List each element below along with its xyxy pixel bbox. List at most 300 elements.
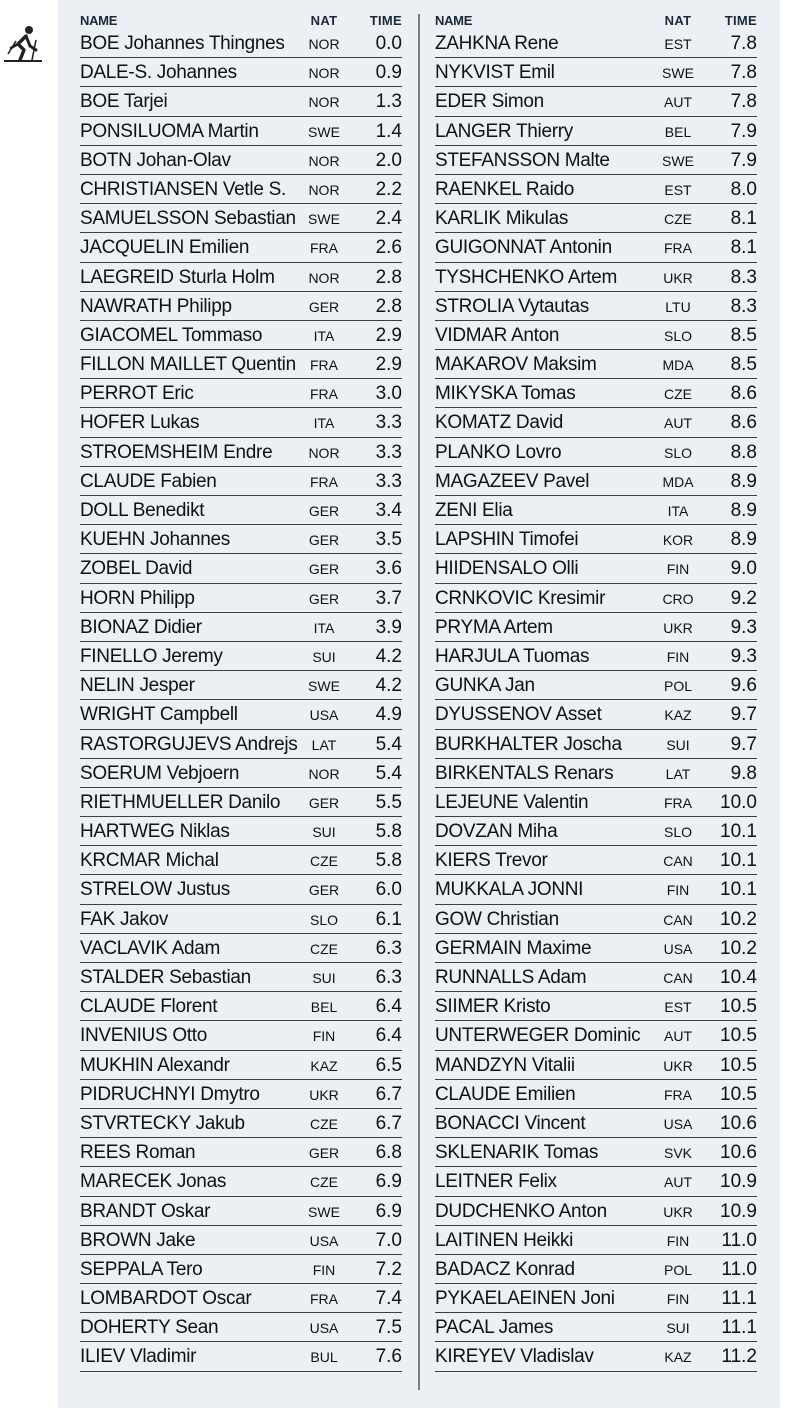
table-row [80, 1021, 402, 1050]
table-row [80, 1197, 402, 1226]
table-row [435, 29, 757, 58]
athlete-nation: NOR [308, 65, 340, 82]
athlete-name: DALE-S. Johannes [80, 62, 237, 84]
table-row [435, 1255, 757, 1284]
athlete-nation: MDA [662, 473, 694, 490]
table-row [80, 1080, 402, 1109]
time-behind: 8.1 [730, 208, 757, 230]
time-behind: 2.9 [375, 324, 402, 346]
time-behind: 6.4 [375, 996, 402, 1018]
time-behind: 10.5 [720, 1054, 757, 1076]
athlete-name: STVRTECKY Jakub [80, 1112, 245, 1134]
athlete-nation: KAZ [310, 1057, 338, 1074]
time-behind: 7.8 [730, 91, 757, 113]
athlete-name: STRELOW Justus [80, 879, 230, 901]
table-header [435, 12, 757, 29]
time-behind: 7.8 [730, 62, 757, 84]
athlete-name: DOHERTY Sean [80, 1317, 219, 1339]
athlete-name: MARECEK Jonas [80, 1171, 227, 1193]
time-behind: 2.6 [375, 237, 402, 259]
time-behind: 6.7 [375, 1112, 402, 1134]
athlete-name: CHRISTIANSEN Vetle S. [80, 178, 286, 200]
athlete-name: VACLAVIK Adam [80, 937, 221, 959]
athlete-name: PRYMA Artem [435, 616, 553, 638]
table-row [80, 438, 402, 467]
athlete-nation: GER [308, 532, 340, 549]
time-behind: 3.3 [375, 441, 402, 463]
table-row [435, 321, 757, 350]
table-row [80, 963, 402, 992]
time-behind: 7.9 [730, 149, 757, 171]
table-row [435, 263, 757, 292]
table-row [435, 350, 757, 379]
table-row [435, 438, 757, 467]
table-row [80, 584, 402, 613]
athlete-nation: UKR [663, 1203, 693, 1220]
athlete-name: SAMUELSSON Sebastian [80, 208, 296, 230]
header-name: NAME [435, 13, 473, 28]
time-behind: 8.1 [730, 237, 757, 259]
athlete-name: STALDER Sebastian [80, 967, 251, 988]
athlete-nation: CAN [663, 853, 693, 870]
table-row [435, 1109, 757, 1138]
table-row [80, 146, 402, 175]
athlete-nation: USA [663, 1115, 693, 1132]
athlete-nation: NOR [308, 765, 340, 782]
table-row [80, 525, 402, 554]
athlete-nation: USA [309, 1232, 339, 1249]
athlete-name: MAGAZEEV Pavel [435, 470, 590, 492]
table-row [435, 875, 757, 904]
table-row [435, 934, 757, 963]
athlete-name: UNTERWEGER Dominic [435, 1025, 641, 1047]
athlete-nation: KOR [662, 532, 694, 549]
time-behind: 10.5 [720, 1083, 757, 1105]
athlete-name: MIKYSKA Tomas [435, 383, 576, 405]
table-row [435, 292, 757, 321]
athlete-name: HORN Philipp [80, 587, 195, 609]
athlete-nation: CZE [310, 940, 338, 957]
table-row [80, 350, 402, 379]
time-behind: 8.5 [730, 354, 757, 376]
time-behind: 7.4 [375, 1288, 402, 1310]
table-row [80, 263, 402, 292]
athlete-nation: LAT [665, 765, 691, 782]
athlete-nation: ITA [313, 619, 335, 636]
athlete-nation: KAZ [664, 707, 692, 724]
athlete-nation: ITA [313, 415, 335, 432]
time-behind: 2.0 [375, 149, 402, 171]
time-behind: 10.9 [720, 1200, 757, 1222]
athlete-name: GUNKA Jan [435, 675, 535, 697]
athlete-name: PACAL James [435, 1317, 554, 1339]
athlete-nation: FIN [666, 882, 690, 899]
table-row [435, 379, 757, 408]
table-row [80, 379, 402, 408]
athlete-nation: SUI [666, 1320, 690, 1337]
table-row [80, 1342, 402, 1371]
header-time: TIME [724, 13, 757, 28]
table-row [80, 292, 402, 321]
athlete-nation: AUT [664, 415, 692, 432]
time-behind: 1.4 [375, 120, 402, 142]
table-row [435, 613, 757, 642]
table-row [80, 1051, 402, 1080]
athlete-name: BOE Tarjei [80, 91, 168, 113]
athlete-name: LOMBARDOT Oscar [80, 1288, 252, 1310]
athlete-name: JACQUELIN Emilien [80, 237, 250, 259]
athlete-name: HOFER Lukas [80, 412, 200, 434]
athlete-name: HARTWEG Niklas [80, 821, 230, 843]
table-row [80, 117, 402, 146]
time-behind: 2.9 [375, 354, 402, 376]
athlete-nation: SUI [312, 648, 336, 665]
time-behind: 10.5 [720, 1025, 757, 1047]
time-behind: 10.2 [720, 908, 757, 930]
athlete-nation: SUI [666, 736, 690, 753]
table-row [435, 1197, 757, 1226]
table-row [80, 875, 402, 904]
athlete-nation: FRA [664, 1086, 692, 1103]
athlete-name: REES Roman [80, 1142, 196, 1164]
time-behind: 7.6 [375, 1346, 402, 1368]
athlete-name: KARLIK Mikulas [435, 208, 569, 230]
table-row [435, 467, 757, 496]
athlete-nation: UKR [309, 1086, 339, 1103]
table-row [80, 467, 402, 496]
athlete-nation: USA [663, 940, 693, 957]
athlete-name: NAWRATH Philipp [80, 295, 232, 317]
athlete-name: KRCMAR Michal [80, 850, 219, 872]
athlete-nation: UKR [663, 269, 693, 286]
athlete-name: BOTN Johan-Olav [80, 149, 231, 171]
athlete-nation: POL [663, 678, 692, 695]
table-row [80, 1284, 402, 1313]
athlete-name: GOW Christian [435, 908, 559, 930]
athlete-nation: LAT [311, 736, 337, 753]
table-row [435, 554, 757, 583]
table-header [80, 12, 402, 29]
athlete-nation: FRA [310, 473, 338, 490]
time-behind: 3.4 [375, 500, 402, 521]
table-row [435, 1080, 757, 1109]
time-behind: 6.5 [375, 1054, 402, 1076]
athlete-nation: NOR [308, 94, 340, 111]
athlete-name: BROWN Jake [80, 1229, 196, 1251]
table-row [435, 584, 757, 613]
athlete-name: BRANDT Oskar [80, 1200, 211, 1222]
time-behind: 11.2 [721, 1346, 757, 1368]
athlete-name: LAITINEN Heikki [435, 1229, 574, 1251]
athlete-nation: UKR [663, 619, 693, 636]
athlete-name: BADACZ Konrad [435, 1258, 575, 1280]
athlete-name: SIIMER Kristo [435, 996, 551, 1018]
athlete-name: BURKHALTER Joscha [435, 733, 622, 755]
table-row [435, 730, 757, 759]
athlete-nation: EST [664, 999, 692, 1016]
time-behind: 5.4 [375, 733, 402, 755]
time-behind: 8.9 [730, 470, 757, 492]
athlete-nation: EST [664, 181, 692, 198]
athlete-name: ILIEV Vladimir [80, 1346, 197, 1368]
athlete-name: LAPSHIN Timofei [435, 529, 579, 551]
table-row [435, 1138, 757, 1167]
table-row [435, 1021, 757, 1050]
table-row [435, 1226, 757, 1255]
athlete-nation: FRA [310, 357, 338, 374]
athlete-nation: AUT [664, 94, 692, 111]
time-behind: 9.7 [730, 704, 757, 726]
time-behind: 10.1 [720, 821, 757, 843]
time-behind: 9.6 [730, 675, 757, 697]
athlete-name: CLAUDE Florent [80, 996, 218, 1018]
table-row [435, 817, 757, 846]
athlete-nation: BUL [310, 1349, 338, 1366]
time-behind: 10.9 [720, 1171, 757, 1193]
table-row [435, 1342, 757, 1371]
time-behind: 6.4 [375, 1025, 402, 1047]
table-row [80, 1226, 402, 1255]
table-row [80, 846, 402, 875]
time-behind: 9.8 [730, 762, 757, 784]
time-behind: 6.7 [375, 1083, 402, 1105]
time-behind: 10.4 [720, 967, 757, 988]
athlete-name: WRIGHT Campbell [80, 704, 238, 726]
athlete-nation: FRA [310, 240, 338, 257]
athlete-name: RUNNALLS Adam [435, 967, 587, 988]
athlete-nation: FIN [666, 648, 690, 665]
time-behind: 10.6 [720, 1112, 757, 1134]
table-row [435, 1313, 757, 1342]
time-behind: 8.9 [730, 500, 757, 521]
athlete-nation: FRA [664, 240, 692, 257]
athlete-name: STEFANSSON Malte [435, 149, 610, 171]
table-row [80, 496, 402, 525]
athlete-name: MUKHIN Alexandr [80, 1054, 230, 1076]
time-behind: 8.3 [730, 266, 757, 288]
athlete-name: EDER Simon [435, 91, 544, 113]
athlete-name: HIIDENSALO Olli [435, 558, 579, 580]
athlete-nation: NOR [308, 36, 340, 52]
table-row [80, 29, 402, 58]
athlete-nation: SLO [663, 327, 692, 344]
time-behind: 9.3 [730, 645, 757, 667]
table-row [435, 204, 757, 233]
time-behind: 11.1 [721, 1317, 757, 1339]
time-behind: 9.3 [730, 616, 757, 638]
table-row [80, 992, 402, 1021]
athlete-name: ZENI Elia [435, 500, 513, 521]
athlete-nation: GER [308, 298, 340, 315]
athlete-nation: NOR [308, 444, 340, 461]
document-icon[interactable] [4, 0, 30, 10]
athlete-nation: SWE [662, 152, 694, 169]
time-behind: 9.2 [730, 587, 757, 609]
athlete-nation: SLO [663, 444, 692, 461]
athlete-nation: SWE [308, 123, 340, 140]
time-behind: 6.3 [375, 937, 402, 959]
table-row [80, 554, 402, 583]
table-row [435, 496, 757, 525]
athlete-name: DOLL Benedikt [80, 500, 205, 521]
athlete-name: GUIGONNAT Antonin [435, 237, 612, 259]
time-behind: 8.6 [730, 383, 757, 405]
athlete-name: BIRKENTALS Renars [435, 762, 614, 784]
time-behind: 6.3 [375, 967, 402, 988]
table-row [80, 1109, 402, 1138]
time-behind: 6.9 [375, 1171, 402, 1193]
table-body [435, 29, 757, 1372]
athlete-nation: ITA [313, 327, 335, 344]
results-table-left [80, 12, 402, 1372]
athlete-name: DUDCHENKO Anton [435, 1200, 607, 1222]
athlete-nation: GER [308, 794, 340, 811]
table-row [435, 963, 757, 992]
table-row [80, 408, 402, 437]
athlete-name: ZOBEL David [80, 558, 193, 580]
athlete-nation: NOR [308, 181, 340, 198]
time-behind: 3.6 [375, 558, 402, 580]
time-behind: 8.6 [730, 412, 757, 434]
athlete-name: KIERS Trevor [435, 850, 548, 872]
time-behind: 3.5 [375, 529, 402, 551]
time-behind: 7.2 [375, 1258, 402, 1280]
athlete-name: SKLENARIK Tomas [435, 1142, 599, 1164]
athlete-name: BIONAZ Didier [80, 616, 202, 638]
time-behind: 11.0 [721, 1258, 757, 1280]
time-behind: 0.9 [375, 62, 402, 84]
table-row [435, 117, 757, 146]
table-row [80, 671, 402, 700]
column-divider [418, 14, 420, 1390]
athlete-nation: FIN [666, 1291, 690, 1308]
athlete-name: DYUSSENOV Asset [435, 704, 602, 726]
athlete-nation: GER [308, 503, 340, 519]
table-row [80, 788, 402, 817]
time-behind: 6.9 [375, 1200, 402, 1222]
table-row [435, 233, 757, 262]
time-behind: 3.3 [375, 412, 402, 434]
athlete-name: BOE Johannes Thingnes [80, 33, 285, 54]
athlete-name: LEJEUNE Valentin [435, 791, 589, 813]
athlete-name: GERMAIN Maxime [435, 937, 592, 959]
table-row [435, 1051, 757, 1080]
athlete-nation: FRA [664, 794, 692, 811]
table-row [435, 905, 757, 934]
table-row [80, 175, 402, 204]
athlete-name: SEPPALA Tero [80, 1258, 203, 1280]
athlete-nation: EST [664, 36, 692, 52]
athlete-nation: NOR [308, 152, 340, 169]
athlete-name: LEITNER Felix [435, 1171, 557, 1193]
time-behind: 6.8 [375, 1142, 402, 1164]
athlete-name: PIDRUCHNYI Dmytro [80, 1083, 260, 1105]
athlete-nation: SWE [308, 678, 340, 695]
table-row [80, 87, 402, 116]
table-row [80, 204, 402, 233]
athlete-nation: GER [308, 882, 340, 899]
athlete-name: GIACOMEL Tommaso [80, 324, 263, 346]
athlete-nation: GER [308, 561, 340, 578]
table-row [435, 642, 757, 671]
header-time: TIME [369, 13, 402, 28]
time-behind: 2.4 [375, 208, 402, 230]
athlete-nation: SUI [312, 970, 336, 986]
table-row [435, 700, 757, 729]
athlete-name: CLAUDE Fabien [80, 470, 217, 492]
table-row [80, 700, 402, 729]
athlete-name: FINELLO Jeremy [80, 645, 223, 667]
time-behind: 5.8 [375, 850, 402, 872]
time-behind: 10.2 [720, 937, 757, 959]
table-row [80, 613, 402, 642]
athlete-name: FILLON MAILLET Quentin [80, 354, 296, 376]
table-row [80, 1167, 402, 1196]
athlete-nation: CAN [663, 970, 693, 986]
athlete-nation: CZE [310, 1115, 338, 1132]
athlete-nation: SWE [308, 1203, 340, 1220]
athlete-name: RIETHMUELLER Danilo [80, 791, 281, 813]
time-behind: 8.0 [730, 178, 757, 200]
table-row [435, 1167, 757, 1196]
table-row [80, 58, 402, 87]
athlete-nation: USA [309, 707, 339, 724]
time-behind: 10.1 [720, 879, 757, 901]
athlete-nation: USA [309, 1320, 339, 1337]
athlete-nation: FIN [312, 1261, 336, 1278]
table-row [435, 788, 757, 817]
time-behind: 6.0 [375, 879, 402, 901]
time-behind: 5.8 [375, 821, 402, 843]
athlete-nation: POL [663, 1261, 692, 1278]
time-behind: 2.2 [375, 178, 402, 200]
table-row [80, 1313, 402, 1342]
results-table-right [435, 12, 757, 1372]
time-behind: 8.3 [730, 295, 757, 317]
athlete-nation: SLO [663, 824, 692, 841]
athlete-name: STROLIA Vytautas [435, 295, 589, 317]
table-row [80, 730, 402, 759]
table-row [80, 934, 402, 963]
table-row [80, 817, 402, 846]
header-name: NAME [80, 13, 118, 28]
athlete-nation: NOR [308, 269, 340, 286]
athlete-nation: BEL [310, 999, 338, 1016]
athlete-name: KIREYEV Vladislav [435, 1346, 594, 1368]
athlete-nation: SWE [662, 65, 694, 82]
athlete-nation: CZE [310, 1174, 338, 1191]
athlete-name: KUEHN Johannes [80, 529, 230, 551]
athlete-name: PONSILUOMA Martin [80, 120, 259, 142]
athlete-name: TYSHCHENKO Artem [435, 266, 618, 288]
athlete-nation: UKR [663, 1057, 693, 1074]
athlete-name: INVENIUS Otto [80, 1025, 208, 1047]
table-row [435, 146, 757, 175]
time-behind: 3.9 [375, 616, 402, 638]
athlete-name: RAENKEL Raido [435, 178, 575, 200]
athlete-name: SOERUM Vebjoern [80, 762, 240, 784]
athlete-name: LANGER Thierry [435, 120, 573, 142]
table-row [80, 642, 402, 671]
time-behind: 6.1 [375, 908, 402, 930]
athlete-nation: GER [308, 590, 340, 607]
table-row [435, 175, 757, 204]
time-behind: 9.7 [730, 733, 757, 755]
athlete-nation: CZE [310, 853, 338, 870]
cross-country-skier-icon[interactable] [2, 24, 44, 66]
athlete-name: RASTORGUJEVS Andrejs [80, 733, 298, 755]
athlete-nation: CZE [664, 211, 692, 228]
